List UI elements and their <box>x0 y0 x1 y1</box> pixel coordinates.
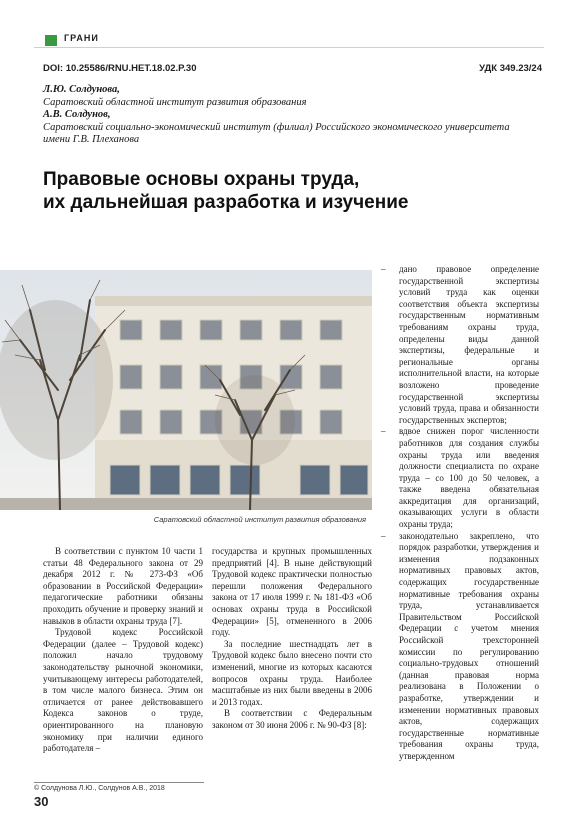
page-number: 30 <box>34 794 49 809</box>
author-name: Л.Ю. Солдунова, <box>43 84 120 95</box>
author-block <box>43 84 523 147</box>
title-line: Правовые основы охраны труда, <box>43 169 360 190</box>
paragraph: государства и крупных промышленных предприятий [4]. В ныне действующий Трудовой кодекс практически полностью перешли положения Федерального закона от 17 июля 1999 г. № 181-ФЗ «Об основах охраны труда в Российской Федерации» [5], отмененного в 2006 году. <box>212 546 372 638</box>
photo-caption: Саратовский областной институт развития образования <box>153 515 366 524</box>
header-rule <box>34 47 544 48</box>
copyright-notice: © Солдунова Л.Ю., Солдунов А.В., 2018 <box>34 782 204 792</box>
paragraph: Трудовой кодекс Российской Федерации (далее – Трудовой кодекс) положил начало трудовому законодательству рыночной экономики, учитывающему интересы работодателей, в том числе малого бизнеса. Этим он отличается от ранее действовавшего Кодекса законов о труде, ориентированного на плановую экономику при наличии единого работодателя – <box>43 627 203 754</box>
author-name: А.В. Солдунов, <box>43 109 111 121</box>
list-item: – законодательно закреплено, что порядок разработки, утверждения и изменения подзаконных нормативных правовых актов, содержащих государственные нормативные требования охраны труда, устанавливается Правительством Российской Федерации с учетом мнения Российской трехсторонней комиссии по регулированию социально-трудовых отношений (данная правовая норма реализована в Положении о разработке, утверждении и изменении нормативных правовых актов, содержащих государственные нормативные требования охраны труда, утвержденном <box>390 531 539 763</box>
paragraph: В соответствии с пунктом 10 части 1 статьи 48 Федерального закона от 29 декабря 2012 г. № 273-ФЗ «Об образовании в Российской Федерации» педагогические работники обязаны проходить обучение и проверку знаний и навыков в области охраны труда [7]. <box>43 546 203 626</box>
building-illustration <box>0 270 372 510</box>
running-header <box>34 30 544 48</box>
doi[interactable]: DOI: 10.25586/RNU.HET.18.02.P.30 <box>43 63 197 74</box>
paragraph: В соответствии с Федеральным законом от 30 июня 2006 г. № 90-ФЗ [8]: <box>212 708 372 730</box>
section-label: ГРАНИ <box>64 33 99 43</box>
paragraph: За последние шестнадцать лет в Трудовой кодекс было внесено почти сто изменений, многие из которых касаются вопросов охраны труда. Наиболее масштабные из них были введены в 2006 и 2013 годах. <box>212 638 372 707</box>
text-column-3 <box>381 264 539 763</box>
author-affiliation: Саратовский социально-экономический институт (филиал) Российского экономического университета имени Г.В. Плеханова <box>43 121 510 146</box>
text-column-2 <box>212 546 372 732</box>
author-affiliation: Саратовский областной институт развития образования <box>43 96 307 108</box>
udk-code: УДК 349.23/24 <box>479 63 542 74</box>
building-photo <box>0 270 372 510</box>
title-line: их дальнейшая разработка и изучение <box>43 192 409 213</box>
article-title <box>43 168 523 214</box>
list-item: – вдвое снижен порог численности работников для создания службы охраны труда или введения должности специалиста по охране труда – со 100 до 50 человек, а также введена обязательная аккредитация для организаций, оказывающих услуги в области охраны труда; <box>390 426 539 530</box>
list-item: – дано правовое определение государственной экспертизы условий труда как оценки соответствия объекта экспертизы государственным нормативным требованиям охраны труда, определены виды данной экспертизы, федеральные и региональные органы исполнительной власти, на которые возложено проведение государственной экспертизы условий труда, права и обязанности государственных экспертов; <box>390 264 539 426</box>
list <box>381 264 539 763</box>
section-marker <box>45 35 57 46</box>
text-column-1 <box>43 546 203 755</box>
